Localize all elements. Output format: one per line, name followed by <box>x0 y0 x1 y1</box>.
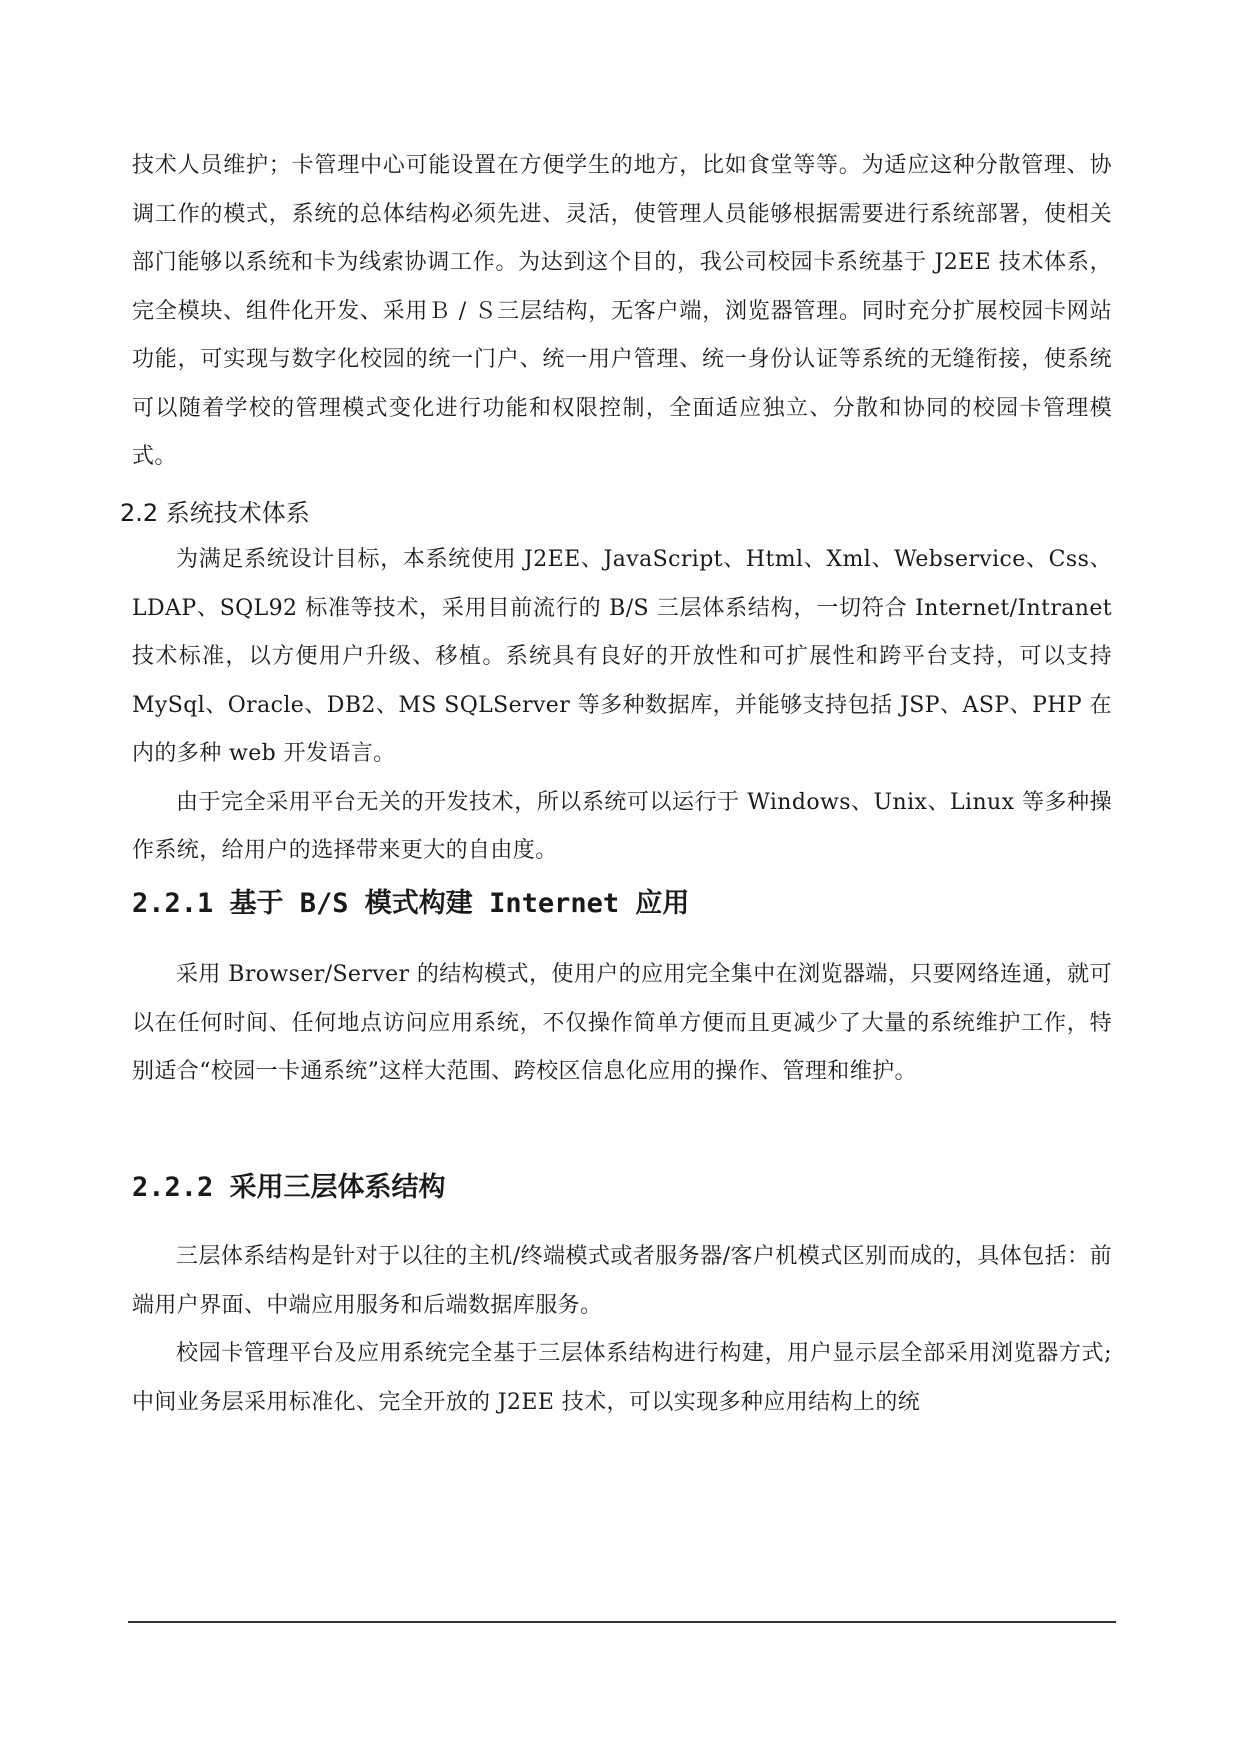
section-2-2-1-heading: 2.2.1 基于 B/S 模式构建 Internet 应用 <box>132 888 690 919</box>
section-2-2-2-paragraph-1: 三层体系结构是针对于以往的主机/终端模式或者服务器/客户机模式区别而成的，具体包括：前端用户界面、中端应用服务和后端数据库服务。 <box>132 1244 1112 1318</box>
intro-paragraph: 技术人员维护；卡管理中心可能设置在方便学生的地方，比如食堂等等。为适应这种分散管理、协调工作的模式，系统的总体结构必须先进、灵活，使管理人员能够根据需要进行系统部署，使相关部门能够以系统和卡为线索协调工作。为达到这个目的，我公司校园卡系统基于 J2EE 技术体系，完全模块、组件化开发、采用Ｂ / Ｓ三层结构，无客户端，浏览器管理。同时充分扩展校园卡网站功能，可实现与数字化校园的统一门户、统一用户管理、统一身份认证等系统的无缝衔接，使系统可以随着学校的管理模式变化进行功能和权限控制，全面适应独立、分散和协同的校园卡管理模式。 <box>132 153 1112 469</box>
section-2-2-2-heading: 2.2.2 采用三层体系结构 <box>132 1172 446 1203</box>
section-2-2-2-paragraph-2: 校园卡管理平台及应用系统完全基于三层体系结构进行构建，用户显示层全部采用浏览器方式; 中间业务层采用标准化、完全开放的 J2EE 技术，可以实现多种应用结构上的统 <box>132 1341 1112 1415</box>
section-2-2-paragraph-1: 为满足系统设计目标，本系统使用 J2EE、JavaScript、Html、Xml、Webservice、Css、LDAP、SQL92 标准等技术，采用目前流行的 B/S 三层体系结构，一切符合 Internet/Intranet 技术标准，以方便用户升级、移植。系统具有良好的开放性和可扩展性和跨平台支持，可以支持 MySql、Oracle、DB2、MS SQLServer 等多种数据库，并能够支持包括 JSP、ASP、PHP 在内的多种 web 开发语言。 <box>132 547 1112 766</box>
section-2-2-2-body <box>132 1233 1112 1427</box>
section-2-2-1-body <box>132 951 1112 1097</box>
footer-divider <box>128 1621 1116 1623</box>
section-2-2-heading: 2.2 系统技术体系 <box>120 499 310 527</box>
intro-block <box>132 142 1112 482</box>
section-2-2-paragraph-2: 由于完全采用平台无关的开发技术，所以系统可以运行于 Windows、Unix、Linux 等多种操作系统，给用户的选择带来更大的自由度。 <box>132 789 1112 863</box>
section-2-2-1-paragraph-1: 采用 Browser/Server 的结构模式，使用户的应用完全集中在浏览器端，只要网络连通，就可以在任何时间、任何地点访问应用系统，不仅操作简单方便而且更减少了大量的系统维护工作，特别适合“校园一卡通系统”这样大范围、跨校区信息化应用的操作、管理和维护。 <box>132 962 1112 1084</box>
section-2-2-body <box>132 536 1112 876</box>
